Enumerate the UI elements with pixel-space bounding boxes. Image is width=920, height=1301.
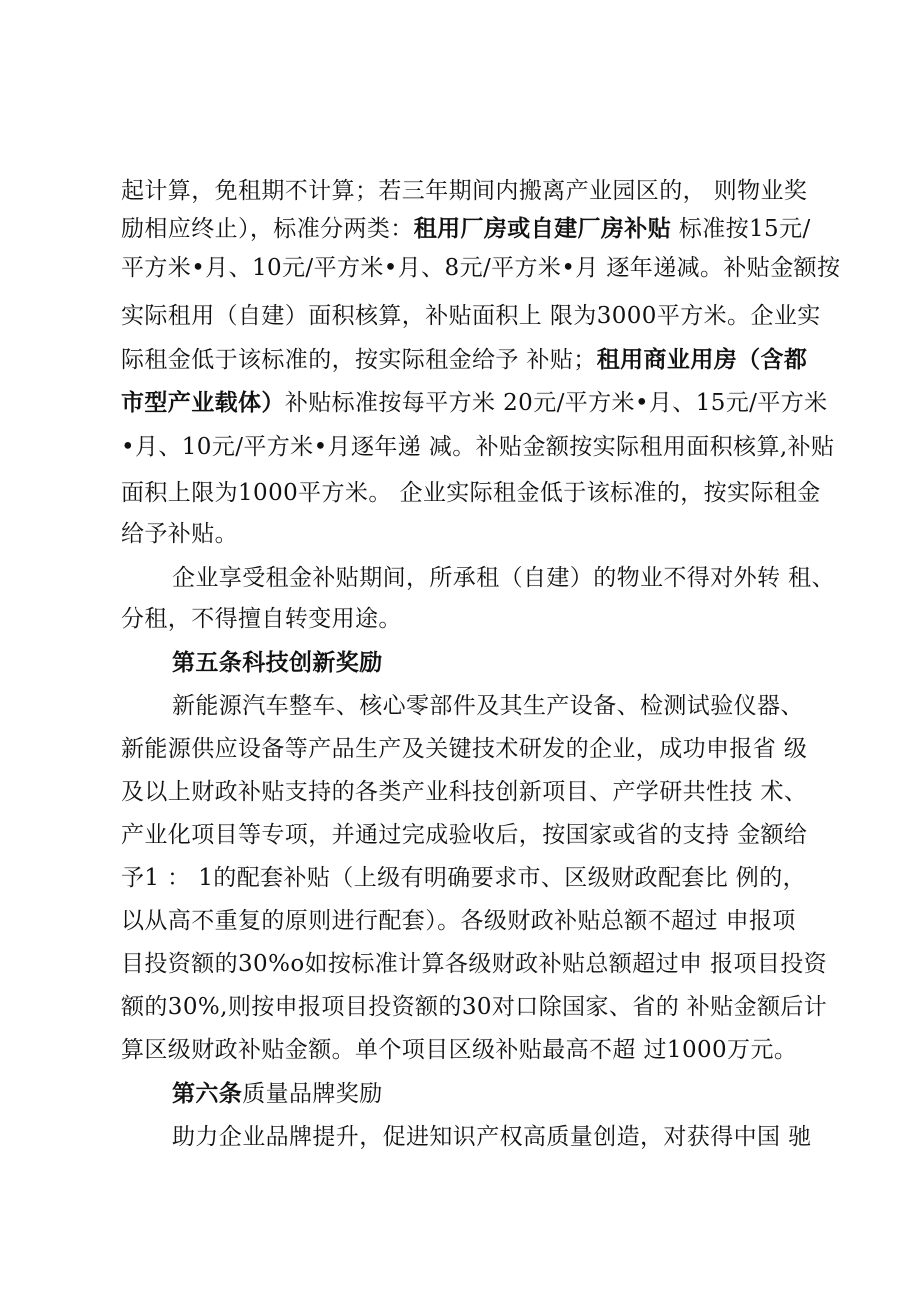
text-run: 际租金低于该标准的，按实际租金给予 补贴； bbox=[121, 347, 597, 373]
text-line: 实际租用（自建）面积核算，补贴面积上 限为3000平方米。企业实 bbox=[121, 303, 821, 329]
bold-term: 租用商业用房（含都 bbox=[596, 347, 808, 373]
text-line: 分租，不得擅自转变用途。 bbox=[121, 606, 402, 632]
text-line: 新能源汽车整车、核心零部件及其生产设备、检测试验仪器、 bbox=[172, 693, 804, 719]
text-line bbox=[121, 388, 920, 418]
text-line bbox=[121, 345, 920, 375]
article-heading: 第五条科技创新奖励 bbox=[172, 650, 383, 676]
text-line bbox=[121, 214, 920, 244]
article-heading bbox=[172, 1079, 920, 1109]
bold-term: 市型产业载体） bbox=[121, 390, 285, 416]
text-line: 平方米•月、10元/平方米•月、8元/平方米•月 逐年递减。补贴金额按 bbox=[121, 255, 841, 281]
text-run: 补贴标准按每平方米 20元/平方米•月、15元/平方米 bbox=[284, 390, 828, 416]
article-title: 质量品牌奖励 bbox=[242, 1081, 383, 1107]
text-line: 给予补贴。 bbox=[121, 521, 238, 547]
text-line: •月、10元/平方米•月逐年递 减。补贴金额按实际租用面积核算,补贴 bbox=[121, 434, 835, 460]
text-line: 予1 ： 1的配套补贴（上级有明确要求市、区级财政配套比 例的， bbox=[121, 865, 806, 891]
text-line: 目投资额的30%o如按标准计算各级财政补贴总额超过申 报项目投资 bbox=[121, 951, 828, 977]
text-line: 及以上财政补贴支持的各类产业科技创新项目、产学研共性技 术、 bbox=[121, 779, 808, 805]
article-number: 第六条 bbox=[172, 1081, 243, 1107]
bold-term: 租用厂房或自建厂房补贴 bbox=[413, 216, 672, 242]
text-line: 以从高不重复的原则进行配套）。各级财政补贴总额不超过 申报项 bbox=[121, 908, 796, 934]
text-line: 企业享受租金补贴期间，所承租（自建）的物业不得对外转 租、 bbox=[172, 565, 835, 591]
text-line: 产业化项目等专项，并通过完成验收后，按国家或省的支持 金额给 bbox=[121, 822, 808, 848]
text-run: 励相应终止），标准分两类： bbox=[121, 216, 414, 242]
text-line: 起计算，免租期不计算；若三年期间内搬离产业园区的， 则物业奖 bbox=[121, 178, 808, 204]
text-run: 标准按15元/ bbox=[671, 216, 811, 242]
text-line: 助力企业品牌提升，促进知识产权高质量创造，对获得中国 驰 bbox=[172, 1124, 812, 1150]
text-line: 面积上限为1000平方米。 企业实际租金低于该标准的，按实际租金 bbox=[121, 480, 821, 506]
text-line: 新能源供应设备等产品生产及关键技术研发的企业，成功申报省 级 bbox=[121, 736, 808, 762]
text-line: 算区级财政补贴金额。单个项目区级补贴最高不超 过1000万元。 bbox=[121, 1037, 798, 1063]
text-line: 额的30%,则按申报项目投资额的30对口除国家、省的 补贴金额后计 bbox=[121, 994, 828, 1020]
